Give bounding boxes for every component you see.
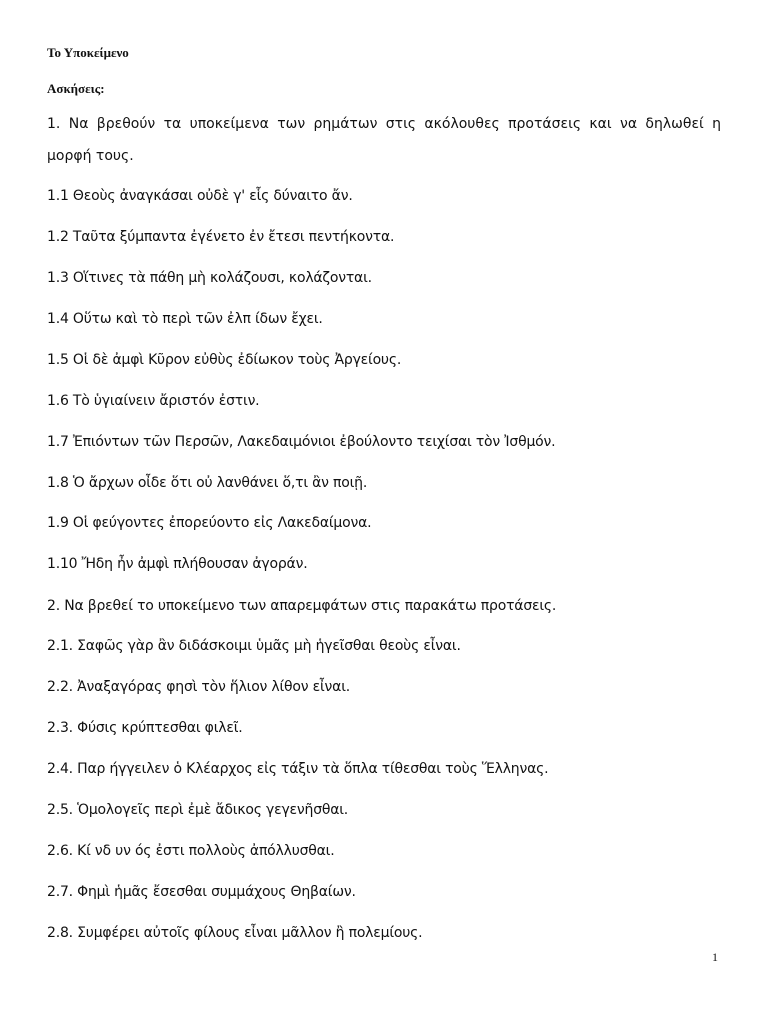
- sentence-2-5: 2.5. Ὁμολογεῖς περὶ ἐμὲ ἄδικος γεγενῆσθαι.: [47, 802, 349, 818]
- exercise-2-instruction: 2. Να βρεθεί το υποκείμενο των απαρεμφάτων στις παρακάτω προτάσεις.: [47, 598, 557, 614]
- sentence-2-1: 2.1. Σαφῶς γὰρ ἂν διδάσκοιμι ὑμᾶς μὴ ἡγεῖσθαι θεοὺς εἶναι.: [47, 638, 461, 654]
- sentence-1-6: 1.6 Τὸ ὑγιαίνειν ἄριστόν ἐστιν.: [47, 393, 260, 409]
- sentence-2-2: 2.2. Ἀναξαγόρας φησὶ τὸν ἥλιον λίθον εἶναι.: [47, 679, 350, 695]
- exercise-1-instruction-continued: μορφή τους.: [47, 148, 134, 164]
- exercises-heading: Ασκήσεις:: [47, 81, 105, 96]
- sentence-1-10: 1.10 Ἤδη ἦν ἀμφὶ πλήθουσαν ἀγοράν.: [47, 556, 308, 572]
- sentence-1-7: 1.7 Ἐπιόντων τῶν Περσῶν, Λακεδαιμόνιοι ἐβούλοντο τειχίσαι τὸν Ἰσθμόν.: [47, 434, 556, 450]
- exercise-1-instruction-text: Να βρεθούν τα υποκείμενα των ρημάτων στις ακόλουθες προτάσεις και να δηλωθεί η: [68, 116, 721, 132]
- sentence-2-6: 2.6. Κί νδ υν ός ἐστι πολλοὺς ἀπόλλυσθαι.: [47, 843, 335, 859]
- sentence-1-2: 1.2 Ταῦτα ξύμπαντα ἐγένετο ἐν ἔτεσι πεντήκοντα.: [47, 229, 395, 245]
- sentence-1-9: 1.9 Οἱ φεύγοντες ἐπορεύοντο εἰς Λακεδαίμονα.: [47, 515, 372, 531]
- sentence-1-3: 1.3 Οἵτινες τὰ πάθη μὴ κολάζουσι, κολάζονται.: [47, 270, 372, 286]
- sentence-2-8: 2.8. Συμφέρει αὐτοῖς φίλους εἶναι μᾶλλον ἢ πολεμίους.: [47, 925, 423, 941]
- sentence-1-8: 1.8 Ὁ ἄρχων οἶδε ὅτι οὐ λανθάνει ὅ,τι ἂν ποιῇ.: [47, 475, 368, 491]
- sentence-2-7: 2.7. Φημὶ ἡμᾶς ἔσεσθαι συμμάχους Θηβαίων.: [47, 884, 356, 900]
- page-number: 1: [712, 950, 718, 964]
- sentence-1-5: 1.5 Οἱ δὲ ἀμφὶ Κῦρον εὐθὺς ἐδίωκον τοὺς Ἀργείους.: [47, 352, 402, 368]
- exercise-1-instruction: [47, 116, 721, 132]
- sentence-2-3: 2.3. Φύσις κρύπτεσθαι φιλεῖ.: [47, 720, 243, 736]
- sentence-1-4: 1.4 Οὕτω καὶ τὸ περὶ τῶν ἐλπ ίδων ἔχει.: [47, 311, 323, 327]
- exercise-1-number: 1.: [47, 116, 61, 132]
- document-title: Το Υποκείμενο: [47, 45, 129, 60]
- sentence-1-1: 1.1 Θεοὺς ἀναγκάσαι οὐδὲ γ' εἷς δύναιτο ἄν.: [47, 188, 353, 204]
- sentence-2-4: 2.4. Παρ ήγγειλεν ὁ Κλέαρχος εἰς τάξιν τὰ ὅπλα τίθεσθαι τοὺς Ἕλληνας.: [47, 761, 549, 777]
